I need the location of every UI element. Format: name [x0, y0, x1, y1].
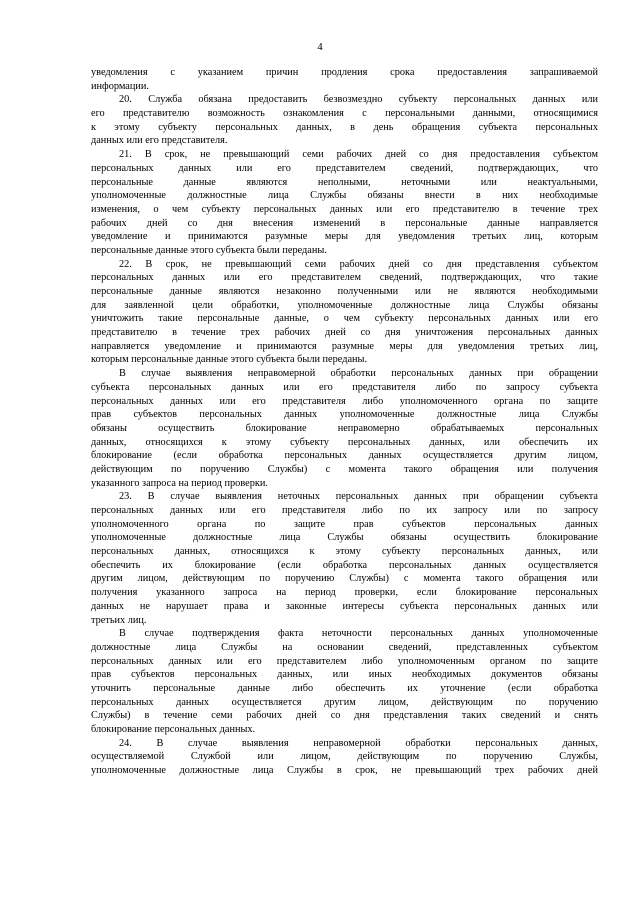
text-line: субъекта персональных данных или его представителя либо по запросу субъекта [91, 381, 598, 393]
text-line: 21. В срок, не превышающий семи рабочих дней со дня предоставления субъектом [119, 149, 598, 161]
text-line: персональных данных или его представителем сведений, подтверждающих, что [91, 162, 598, 174]
text-line: уточнить персональные данные либо обеспечить их уточнение (если обработка [91, 682, 598, 694]
text-line: уполномоченные должностные лица Службы обязаны осуществить блокирование [91, 532, 598, 544]
paragraph [91, 258, 598, 368]
paragraph [91, 367, 598, 490]
text-line: В случае подтверждения факта неточности персональных данных уполномоченные [119, 628, 598, 640]
text-line: блокирование персональных данных. [91, 724, 256, 735]
text-line: данных или его представителя. [91, 135, 228, 147]
text-line: изменения, о чем субъекту персональных данных или его представителю в течение трех [91, 203, 598, 215]
text-line: обеспечить их блокирование (если обработка персональных данных осуществляется [91, 559, 598, 571]
text-line: обязаны осуществить блокирование неправомерно обрабатываемых персональных [91, 422, 598, 434]
paragraph [91, 66, 598, 93]
text-line: действующим по поручению Службы) с момента такого обращения или получения [91, 463, 598, 475]
text-line: данных не нарушает права и законные интересы субъекта персональных данных или [91, 600, 598, 612]
text-line: 20. Служба обязана предоставить безвозмездно субъекту персональных данных или [119, 94, 598, 106]
text-line: другим лицом, действующим по поручению Службы) с момента такого обращения или [91, 573, 598, 585]
text-line: направляется уведомление и принимаются разумные меры для уведомления третьих лиц, [91, 340, 598, 352]
text-line: осуществляемой Службой или лицом, действующим по поручению Службы, [91, 751, 598, 763]
text-line: персональные данные этого субъекта были переданы. [91, 244, 327, 256]
text-line: В случае выявления неправомерной обработки персональных данных при обращении [119, 368, 598, 380]
paragraph [91, 627, 598, 737]
text-line: 24. В случае выявления неправомерной обработки персональных данных, [119, 737, 598, 749]
text-line: получения указанного запроса на период проверки, если блокирование персональных [91, 587, 598, 599]
text-line: представителю в течение трех рабочих дней со дня уничтожения персональных данных [91, 327, 598, 339]
text-line: уполномоченные должностные лица Службы в срок, не превышающий трех рабочих дней [91, 765, 598, 777]
document-body [91, 66, 598, 778]
text-line: к этому субъекту персональных данных, в день обращения субъекта персональных [91, 121, 598, 133]
text-line: уполномоченного органа по защите прав субъектов персональных данных [91, 518, 598, 530]
text-line: рабочих дней со дня внесения изменений в персональные данные направляется [91, 217, 598, 229]
text-line: персональных данных или его представителем либо уполномоченным органом по защите [91, 655, 598, 667]
text-line: персональных данных или его представителя либо по их запросу или по запросу [91, 505, 598, 516]
text-line: уведомления с указанием причин продления срока предоставления запрашиваемой [91, 67, 598, 78]
text-line: уведомление и принимаются разумные меры для уведомления третьих лиц, которым [91, 231, 598, 243]
text-line: 22. В срок, не превышающий семи рабочих дней со дня представления субъектом [119, 258, 598, 270]
text-line: которым персональные данные этого субъекта были переданы. [91, 354, 368, 366]
paragraph [91, 93, 598, 148]
text-line: для заявленной цели обработки, уполномоченные должностные лица Службы обязаны [91, 299, 598, 311]
text-line: персональные данные являются неполными, неточными или неактуальными, [91, 176, 598, 188]
text-line: персональных данных или его представителя либо уполномоченного органа по защите [91, 395, 598, 407]
paragraph [91, 490, 598, 627]
paragraph [91, 737, 598, 778]
text-line: прав субъектов персональных данных, или иных необходимых документов обязаны [91, 669, 598, 681]
text-line: данных, относящихся к этому субъекту персональных данных, или обеспечить их [91, 436, 598, 448]
text-line: персональных данных осуществляется другим лицом, действующим по поручению [91, 696, 598, 708]
text-line: информации. [91, 80, 149, 92]
text-line: 23. В случае выявления неточных персональных данных при обращении субъекта [119, 491, 598, 503]
text-line: третьих лиц. [91, 614, 147, 626]
text-line: его представителю возможность ознакомления с персональными данными, относящимися [91, 108, 598, 120]
text-line: должностные лица Службы на основании сведений, представленных субъектом [91, 641, 598, 653]
text-line: указанного запроса на период проверки. [91, 477, 268, 489]
text-line: уничтожить такие персональные данные, о чем субъекту персональных данных или его [91, 313, 598, 325]
text-line: прав субъектов персональных данных уполномоченные должностные лица Службы [91, 409, 598, 421]
text-line: уполномоченные должностные лица Службы обязаны внести в них необходимые [91, 190, 598, 202]
text-line: блокирование (если обработка персональных данных осуществляется другим лицом, [91, 450, 598, 462]
page-number: 4 [317, 42, 323, 53]
paragraph [91, 148, 598, 258]
text-line: персональные данные являются незаконно полученными или не являются необходимыми [91, 286, 598, 297]
text-line: персональных данных, относящихся к этому субъекту персональных данных, или [91, 546, 598, 558]
text-line: персональных данных или его представителем сведений, подтверждающих, что такие [91, 272, 598, 284]
text-line: Службы) в течение семи рабочих дней со дня представления таких сведений и снять [91, 710, 598, 722]
